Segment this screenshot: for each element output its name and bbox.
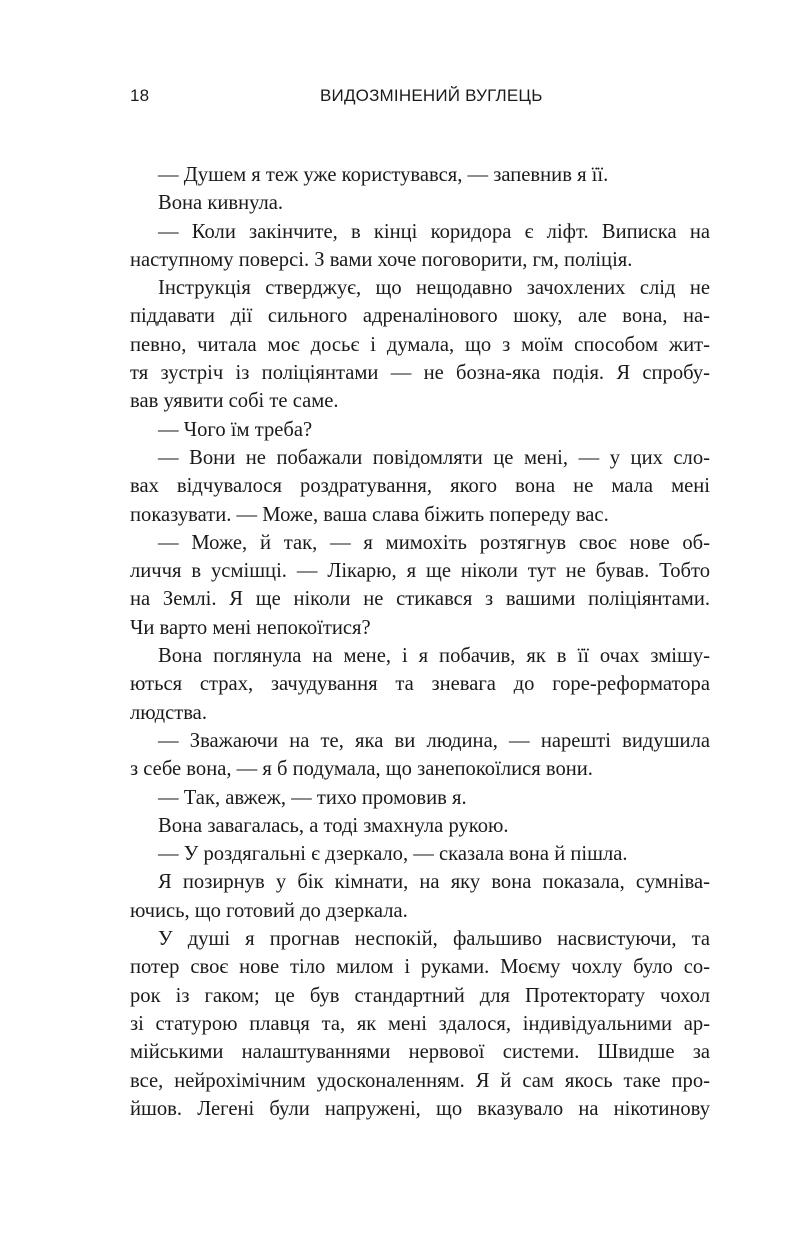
text-line: — Коли закінчите, в кінці коридора є ліфт. Виписка на	[158, 220, 710, 243]
page-header	[130, 86, 710, 114]
text-line: — Душем я теж уже користувався, — запевнив я її.	[158, 164, 609, 186]
text-line: Вона кивнула.	[158, 192, 284, 215]
text-line: мійськими налаштуваннями нервової системи. Швидше за	[130, 1041, 710, 1064]
text-line: — Зважаючи на те, яка ви людина, — нарешті видушила	[158, 729, 710, 752]
text-line: — Вони не побажали повідомляти це мені, — у цих сло-	[158, 446, 710, 469]
text-line: Я позирнув у бік кімнати, на яку вона показала, сумніва-	[158, 871, 710, 894]
text-line: йшов. Легені були напружені, що вказувало на нікотинову	[130, 1097, 710, 1120]
text-line: рок із гаком; це був стандартний для Протекторату чохол	[130, 984, 710, 1007]
text-line: все, нейрохімічним удосконаленням. Я й сам якось таке про-	[130, 1069, 710, 1092]
text-line: з себе вона, — я б подумала, що занепокоїлися вони.	[130, 758, 593, 781]
body-text	[130, 161, 710, 1123]
text-line: показувати. — Може, ваша слава біжить попереду вас.	[130, 503, 609, 526]
text-line: тя зустріч із поліціянтами — не бозна-яка подія. Я спробу-	[130, 362, 710, 385]
text-line: потер своє нове тіло милом і руками. Моєму чохлу було со-	[130, 956, 710, 979]
text-line: Інструкція стверджує, що нещодавно зачохлених слід не	[158, 277, 710, 300]
text-line: людства.	[130, 701, 207, 724]
text-line: певно, читала моє досьє і думала, що з моїм способом жит-	[130, 333, 710, 356]
text-line: — Так, авжеж, — тихо промовив я.	[158, 786, 467, 809]
text-line: — У роздягальні є дзеркало, — сказала вона й пішла.	[158, 843, 628, 866]
page-number: 18	[130, 86, 150, 105]
text-line: ючись, що готовий до дзеркала.	[130, 899, 408, 922]
text-line: піддавати дії сильного адреналінового шоку, але вона, на-	[130, 305, 710, 328]
text-line: вав уявити собі те саме.	[130, 390, 339, 413]
text-line: на Землі. Я ще ніколи не стикався з вашими поліціянтами.	[130, 588, 710, 611]
text-line: личчя в усмішці. — Лікарю, я ще ніколи тут не бував. Тобто	[130, 560, 710, 583]
running-title: ВИДОЗМІНЕНИЙ ВУГЛЕЦЬ	[320, 86, 543, 105]
text-line: Вона завагалась, а тоді змахнула рукою.	[158, 814, 509, 837]
text-line: наступному поверсі. З вами хоче поговорити, гм, поліція.	[130, 248, 633, 271]
text-line: — Чого їм треба?	[158, 418, 313, 441]
text-line: вах відчувалося роздратування, якого вона не мала мені	[130, 475, 710, 498]
text-line: Чи варто мені непокоїтися?	[130, 616, 371, 639]
text-line: зі статурою плавця та, як мені здалося, індивідуальними ар-	[130, 1012, 710, 1035]
text-line: У душі я прогнав неспокій, фальшиво насвистуючи, та	[158, 928, 710, 951]
text-line: ються страх, зачудування та зневага до горе-реформатора	[130, 673, 710, 696]
text-line: — Може, й так, — я мимохіть розтягнув своє нове об-	[158, 531, 710, 554]
text-line: Вона поглянула на мене, і я побачив, як в її очах змішу-	[158, 645, 710, 668]
